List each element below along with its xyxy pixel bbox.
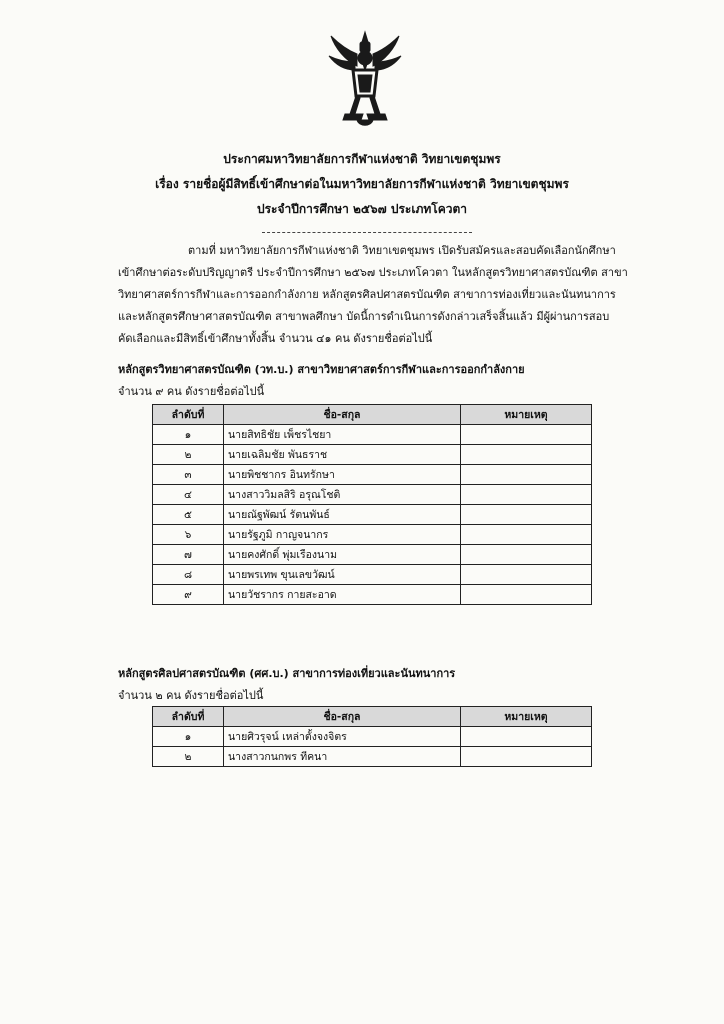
announcement-subject: เรื่อง รายชื่อผู้มีสิทธิ์เข้าศึกษาต่อในมหาวิทยาลัยการกีฬาแห่งชาติ วิทยาเขตชุมพร <box>155 177 569 191</box>
body-line: วิทยาศาสตร์การกีฬาและการออกกำลังกาย หลักสูตรศิลปศาสตรบัณฑิต สาขาการท่องเที่ยวและนันทนาการ <box>118 288 616 301</box>
row-name: นายรัฐภูมิ กาญจนากร <box>224 525 461 545</box>
row-number: ๒ <box>153 747 224 767</box>
row-note <box>461 727 592 747</box>
table-row <box>153 465 592 485</box>
table-row <box>153 505 592 525</box>
announcement-title: ประกาศมหาวิทยาลัยการกีฬาแห่งชาติ วิทยาเขตชุมพร <box>223 152 501 166</box>
row-name: นางสาวกนกพร ทีคนา <box>224 747 461 767</box>
row-name: นายพรเทพ ขุนเลขวัฒน์ <box>224 565 461 585</box>
row-number: ๑ <box>153 727 224 747</box>
row-note <box>461 445 592 465</box>
row-name: นายคงศักดิ์ พุ่มเรืองนาม <box>224 545 461 565</box>
student-table-tourism-recreation <box>152 706 592 767</box>
table-header-row <box>153 405 592 425</box>
table-row <box>153 525 592 545</box>
table-row <box>153 445 592 465</box>
table-row <box>153 585 592 605</box>
body-line: คัดเลือกและมีสิทธิ์เข้าศึกษาทั้งสิ้น จำนวน ๔๑ คน ดังรายชื่อต่อไปนี้ <box>118 332 433 345</box>
academic-year-line: ประจำปีการศึกษา ๒๕๖๗ ประเภทโควตา <box>256 202 468 216</box>
row-number: ๔ <box>153 485 224 505</box>
table-row <box>153 485 592 505</box>
body-line: ตามที่ มหาวิทยาลัยการกีฬาแห่งชาติ วิทยาเขตชุมพร เปิดรับสมัครและสอบคัดเลือกนักศึกษา <box>188 244 616 257</box>
row-name: นายเฉลิมชัย พันธราช <box>224 445 461 465</box>
column-header-note: หมายเหตุ <box>461 707 592 727</box>
row-note <box>461 747 592 767</box>
separator-line <box>262 232 472 233</box>
table-row <box>153 747 592 767</box>
table-row <box>153 727 592 747</box>
row-number: ๙ <box>153 585 224 605</box>
row-note <box>461 545 592 565</box>
table-row <box>153 545 592 565</box>
table-header-row <box>153 707 592 727</box>
row-name: นางสาววิมลสิริ อรุณโชติ <box>224 485 461 505</box>
row-name: นายสิทธิชัย เพ็ชรไชยา <box>224 425 461 445</box>
garuda-emblem <box>327 30 403 130</box>
section-title-sports-science: หลักสูตรวิทยาศาสตรบัณฑิต (วท.บ.) สาขาวิทยาศาสตร์การกีฬาและการออกกำลังกาย <box>118 363 525 376</box>
announcement-body <box>118 240 638 350</box>
row-name: นายณัฐพัฒน์ รัตนพันธ์ <box>224 505 461 525</box>
row-note <box>461 585 592 605</box>
table-row <box>153 425 592 445</box>
table-row <box>153 565 592 585</box>
column-header-note: หมายเหตุ <box>461 405 592 425</box>
row-number: ๗ <box>153 545 224 565</box>
row-name: นายศิวรุจน์ เหล่าตั้งจงจิตร <box>224 727 461 747</box>
student-table-sports-science <box>152 404 592 605</box>
row-number: ๖ <box>153 525 224 545</box>
body-line: และหลักสูตรศึกษาศาสตรบัณฑิต สาขาพลศึกษา บัดนี้การดำเนินการดังกล่าวเสร็จสิ้นแล้ว มีผู้ผ่านการสอบ <box>118 310 610 323</box>
section-count: จำนวน ๒ คน ดังรายชื่อต่อไปนี้ <box>118 689 264 702</box>
row-number: ๕ <box>153 505 224 525</box>
column-header-number: ลำดับที่ <box>153 707 224 727</box>
row-number: ๓ <box>153 465 224 485</box>
row-note <box>461 425 592 445</box>
column-header-number: ลำดับที่ <box>153 405 224 425</box>
row-note <box>461 485 592 505</box>
row-number: ๒ <box>153 445 224 465</box>
row-note <box>461 565 592 585</box>
column-header-name: ชื่อ-สกุล <box>224 405 461 425</box>
row-name: นายวัชรากร กายสะอาด <box>224 585 461 605</box>
column-header-name: ชื่อ-สกุล <box>224 707 461 727</box>
section-count: จำนวน ๙ คน ดังรายชื่อต่อไปนี้ <box>118 385 265 398</box>
row-note <box>461 525 592 545</box>
body-line: เข้าศึกษาต่อระดับปริญญาตรี ประจำปีการศึกษา ๒๕๖๗ ประเภทโควตา ในหลักสูตรวิทยาศาสตรบัณฑิต สาขา <box>118 266 628 279</box>
row-number: ๑ <box>153 425 224 445</box>
row-name: นายพิชชากร อินทรักษา <box>224 465 461 485</box>
row-note <box>461 465 592 485</box>
section-title-tourism-recreation: หลักสูตรศิลปศาสตรบัณฑิต (ศศ.บ.) สาขาการท่องเที่ยวและนันทนาการ <box>118 667 456 680</box>
row-number: ๘ <box>153 565 224 585</box>
row-note <box>461 505 592 525</box>
